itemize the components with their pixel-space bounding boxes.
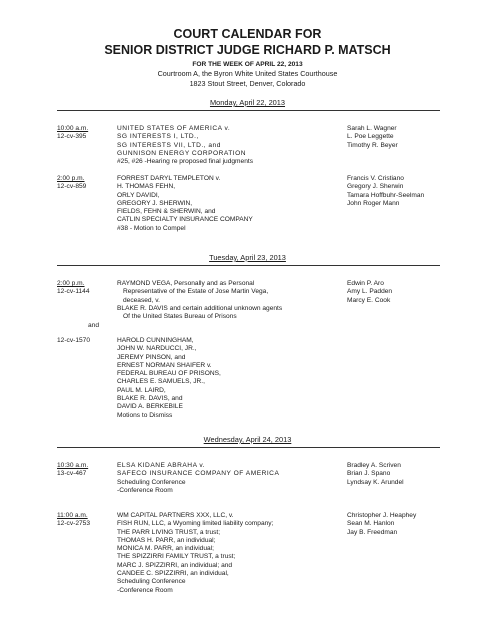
day-heading-wednesday: Wednesday, April 24, 2013	[203, 435, 292, 444]
case-line: DAVID A. BERKEBILE	[117, 403, 183, 411]
case-line: THOMAS H. PARR, an individual;	[117, 536, 216, 544]
case-line: HAROLD CUNNINGHAM,	[117, 337, 194, 344]
case-line: Of the United States Bureau of Prisons	[123, 313, 237, 321]
calendar-header	[0, 26, 495, 89]
divider	[57, 265, 440, 266]
attorney-name: Amy L. Padden	[347, 288, 393, 296]
title-line-1: COURT CALENDAR FOR	[173, 27, 322, 41]
case-line: CANDEE C. SPIZZIRRI, an individual,	[117, 570, 229, 578]
case-line: FIELDS, FEHN & SHERWIN, and	[117, 208, 216, 216]
attorney-column	[347, 462, 467, 487]
case-line: MONICA M. PARR, an individual;	[117, 545, 214, 553]
attorney-name: Edwin P. Aro	[347, 280, 384, 287]
case-line: PAUL M. LAIRD,	[117, 386, 166, 394]
divider	[57, 447, 440, 448]
case-line: #38 - Motion to Compel	[117, 224, 186, 232]
attorney-name: Bradley A. Scriven	[347, 462, 401, 469]
attorney-name: Sean M. Hanlon	[347, 520, 395, 528]
attorney-name: Francis V. Cristiano	[347, 175, 404, 182]
attorney-name: Marcy E. Cook	[347, 296, 391, 304]
divider	[57, 110, 440, 111]
case-line: FISH RUN, LLC, a Wyoming limited liability company;	[117, 520, 274, 528]
case-number: 12-cv-395	[57, 133, 87, 141]
case-line: GUNNISON ENERGY CORPORATION	[117, 149, 247, 157]
case-line: GREGORY J. SHERWIN,	[117, 199, 193, 207]
case-line: UNITED STATES OF AMERICA v.	[117, 125, 231, 132]
attorney-name: Jay B. Freedman	[347, 528, 398, 536]
entry-time: 10:30 a.m.	[57, 462, 89, 469]
case-line: JOHN W. NARDUCCI, JR.,	[117, 345, 197, 353]
case-number: 12-cv-2753	[57, 520, 90, 528]
attorney-name: Timothy R. Beyer	[347, 141, 398, 149]
courtroom: Courtroom A, the Byron White United States Courthouse	[157, 69, 338, 78]
title-line-2: SENIOR DISTRICT JUDGE RICHARD P. MATSCH	[104, 43, 391, 57]
entry-time: 2:00 p.m.	[57, 175, 85, 182]
attorney-name: Brian J. Spano	[347, 470, 391, 478]
attorney-name: Christopher J. Heaphey	[347, 512, 417, 519]
case-line: SG INTERESTS I, LTD.,	[117, 133, 199, 141]
case-line: deceased, v.	[123, 296, 160, 304]
attorney-name: L. Poe Leggette	[347, 133, 394, 141]
case-line: THE PARR LIVING TRUST, a trust;	[117, 528, 221, 536]
case-column	[117, 280, 347, 321]
entry-time: 10:00 a.m.	[57, 125, 89, 132]
case-line: Scheduling Conference	[117, 478, 186, 486]
case-column	[117, 337, 347, 420]
case-line: SAFECO INSURANCE COMPANY OF AMERICA	[117, 470, 280, 478]
case-line: #25, #26 -Hearing re proposed final judgments	[117, 158, 253, 166]
attorney-name: John Roger Mann	[347, 199, 400, 207]
case-line: WM CAPITAL PARTNERS XXX, LLC, v.	[117, 512, 234, 519]
case-line: RAYMOND VEGA, Personally and as Personal	[117, 280, 255, 287]
case-column	[117, 512, 347, 595]
case-line: BLAKE R. DAVIS, and	[117, 395, 183, 403]
case-column	[117, 175, 347, 233]
case-line: Scheduling Conference	[117, 578, 186, 586]
case-column	[117, 462, 347, 495]
attorney-name: Tamara Hoffbuhr-Seelman	[347, 191, 425, 199]
case-line: SG INTERESTS VII, LTD., and	[117, 141, 221, 149]
case-line: ERNEST NORMAN SHAIFER v.	[117, 361, 212, 369]
attorney-name: Gregory J. Sherwin	[347, 183, 404, 191]
case-column	[117, 125, 347, 166]
case-line: ELSA KIDANE ABRAHA v.	[117, 462, 206, 469]
case-number: 12-cv-1144	[57, 288, 90, 296]
attorney-column	[347, 175, 467, 208]
week-of: FOR THE WEEK OF APRIL 22, 2013	[192, 61, 303, 68]
case-line: THE SPIZZIRRI FAMILY TRUST, a trust;	[117, 553, 236, 561]
case-line: ORLY DAVIDI,	[117, 191, 160, 199]
case-line: FEDERAL BUREAU OF PRISONS,	[117, 370, 221, 378]
case-line: JEREMY PINSON, and	[117, 353, 186, 361]
case-line: CHARLES E. SAMUELS, JR.,	[117, 378, 205, 386]
attorney-name: Lyndsay K. Arundel	[347, 478, 404, 486]
day-heading-monday: Monday, April 22, 2013	[209, 98, 286, 107]
entry-time: 2:00 p.m.	[57, 280, 85, 287]
attorney-column	[347, 125, 467, 150]
case-line: H. THOMAS FEHN,	[117, 183, 176, 191]
case-number: 12-cv-859	[57, 183, 87, 191]
attorney-column	[347, 280, 467, 305]
day-heading-tuesday: Tuesday, April 23, 2013	[209, 253, 286, 262]
case-line: FORREST DARYL TEMPLETON v.	[117, 175, 221, 182]
case-line: -Conference Room	[117, 486, 173, 494]
case-line: CATLIN SPECIALTY INSURANCE COMPANY	[117, 216, 253, 224]
case-line: MARC J. SPIZZIRRI, an individual; and	[117, 561, 233, 569]
attorney-name: Sarah L. Wagner	[347, 125, 397, 132]
case-line: -Conference Room	[117, 586, 173, 594]
case-line: Representative of the Estate of Jose Martin Vega,	[123, 288, 269, 296]
case-number: 12-cv-1570	[57, 337, 90, 344]
case-line: BLAKE R. DAVIS and certain additional unknown agents	[117, 304, 283, 312]
case-number: 13-cv-467	[57, 470, 87, 478]
attorney-column	[347, 512, 467, 537]
and-label: and	[88, 322, 100, 329]
case-line: Motions to Dismiss	[117, 411, 173, 419]
address: 1823 Stout Street, Denver, Colorado	[189, 79, 306, 88]
entry-time: 11:00 a.m.	[57, 512, 88, 519]
